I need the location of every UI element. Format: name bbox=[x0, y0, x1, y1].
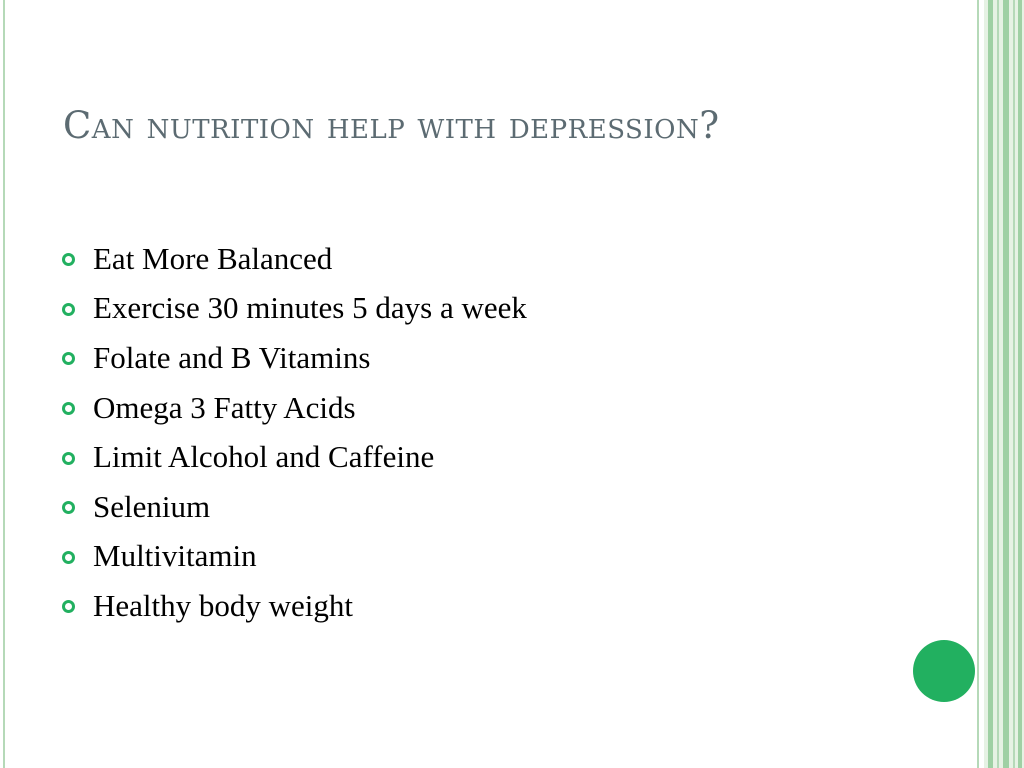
bullet-item bbox=[62, 581, 527, 631]
bullet-circle-icon bbox=[62, 402, 75, 415]
bullet-circle-icon bbox=[62, 303, 75, 316]
bullet-circle-icon bbox=[62, 551, 75, 564]
bullet-text: Exercise 30 minutes 5 days a week bbox=[93, 290, 527, 326]
bullet-text: Limit Alcohol and Caffeine bbox=[93, 439, 435, 475]
bullet-circle-icon bbox=[62, 253, 75, 266]
decorative-green-circle bbox=[913, 640, 975, 702]
bullet-item bbox=[62, 284, 527, 334]
bullet-item bbox=[62, 234, 527, 284]
bullet-circle-icon bbox=[62, 352, 75, 365]
bullet-text: Folate and B Vitamins bbox=[93, 339, 371, 375]
left-frame-line bbox=[3, 0, 5, 768]
bullet-text: Healthy body weight bbox=[93, 587, 354, 623]
decorative-stripe bbox=[1003, 0, 1009, 768]
bullet-item bbox=[62, 383, 527, 433]
bullet-item bbox=[62, 482, 527, 532]
decorative-stripe bbox=[988, 0, 993, 768]
bullet-item bbox=[62, 532, 527, 582]
bullet-text: Selenium bbox=[93, 488, 211, 524]
right-frame-line bbox=[977, 0, 979, 768]
bullet-item bbox=[62, 333, 527, 383]
bullet-text: Eat More Balanced bbox=[93, 240, 333, 276]
bullet-text: Multivitamin bbox=[93, 538, 257, 574]
decorative-stripe bbox=[1013, 0, 1015, 768]
bullet-list bbox=[62, 234, 527, 631]
bullet-item bbox=[62, 432, 527, 482]
bullet-circle-icon bbox=[62, 600, 75, 613]
bullet-text: Omega 3 Fatty Acids bbox=[93, 389, 356, 425]
decorative-stripe bbox=[1018, 0, 1022, 768]
slide-title: Can nutrition help with depression? bbox=[63, 104, 720, 147]
bullet-circle-icon bbox=[62, 501, 75, 514]
bullet-circle-icon bbox=[62, 452, 75, 465]
decorative-stripe bbox=[997, 0, 999, 768]
